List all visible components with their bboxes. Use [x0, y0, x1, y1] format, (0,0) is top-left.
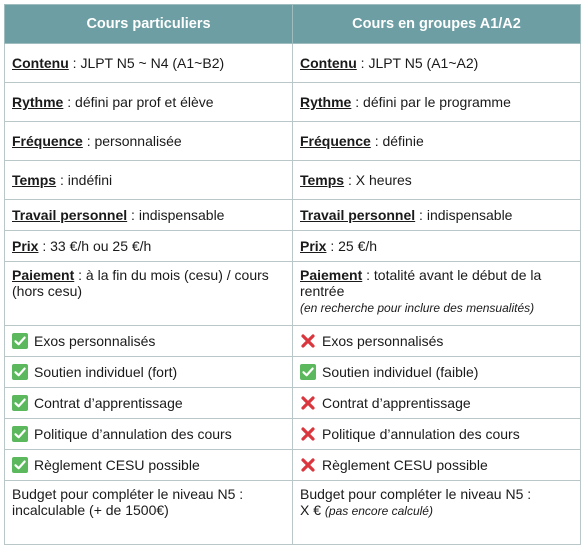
row-rythme [5, 83, 581, 122]
cell-left [5, 357, 293, 388]
row-label: Paiement [12, 267, 75, 283]
row-budget [5, 481, 581, 545]
cross-icon [300, 333, 316, 349]
row-label: Contenu [300, 55, 357, 71]
row-frequence [5, 122, 581, 161]
row-label: Fréquence [12, 133, 83, 149]
row-value: à la fin du mois (cesu) / cours (hors cesu) [12, 267, 269, 299]
check-icon [12, 395, 28, 411]
row-value: indispensable [426, 207, 513, 223]
feature-text: Exos personnalisés [34, 333, 156, 349]
row-prix [5, 231, 581, 262]
feature-text: Règlement CESU possible [34, 457, 200, 473]
row-label: Temps [12, 172, 57, 188]
cross-icon [300, 457, 316, 473]
feature-text: Soutien individuel (faible) [322, 364, 479, 380]
header-cours-groupes: Cours en groupes A1/A2 [293, 5, 581, 44]
check-icon [12, 333, 28, 349]
row-value: défini par le programme [363, 94, 511, 110]
cell-left [5, 326, 293, 357]
feature-text: Contrat d’apprentissage [34, 395, 183, 411]
cell-right [293, 231, 581, 262]
row-value: 33 €/h ou 25 €/h [50, 238, 152, 254]
cell-left [5, 450, 293, 481]
row-label: Contenu [12, 55, 69, 71]
budget-note: (pas encore calculé) [324, 504, 433, 518]
feature-text: Soutien individuel (fort) [34, 364, 178, 380]
row-label: Paiement [300, 267, 363, 283]
row-value: totalité avant le début de la rentrée [300, 267, 542, 299]
header-row [5, 5, 581, 44]
cell-left [5, 231, 293, 262]
row-travail-personnel [5, 200, 581, 231]
row-value: JLPT N5 (A1~A2) [368, 55, 479, 71]
cell-right [293, 161, 581, 200]
row-label: Rythme [12, 94, 64, 110]
cell-left [5, 419, 293, 450]
cell-right [293, 481, 581, 545]
separator: : [356, 55, 369, 71]
feature-text: Politique d’annulation des cours [34, 426, 232, 442]
separator: : [370, 133, 383, 149]
cell-right [293, 450, 581, 481]
cell-left [5, 262, 293, 326]
feature-row [5, 388, 581, 419]
budget-value: X € [300, 502, 322, 518]
cell-left [5, 44, 293, 83]
feature-row [5, 357, 581, 388]
check-icon [12, 457, 28, 473]
check-icon [300, 364, 316, 380]
separator: : [351, 94, 364, 110]
row-value: indéfini [67, 172, 113, 188]
separator: : [63, 94, 76, 110]
row-value: définie [382, 133, 424, 149]
budget-text: Budget pour compléter le niveau N5 : [300, 486, 532, 502]
cell-right [293, 419, 581, 450]
cell-right [293, 200, 581, 231]
separator: : [82, 133, 95, 149]
row-value: indispensable [138, 207, 225, 223]
header-cours-particuliers: Cours particuliers [5, 5, 293, 44]
row-value: 25 €/h [338, 238, 378, 254]
row-value: JLPT N5 ~ N4 (A1~B2) [80, 55, 225, 71]
separator: : [344, 172, 356, 188]
row-note: (en recherche pour inclure des mensualités) [300, 301, 535, 315]
cell-left [5, 200, 293, 231]
cell-left [5, 83, 293, 122]
row-label: Rythme [300, 94, 352, 110]
cross-icon [300, 395, 316, 411]
row-value: X heures [355, 172, 412, 188]
separator: : [38, 238, 51, 254]
cell-right [293, 262, 581, 326]
row-label: Travail personnel [300, 207, 416, 223]
cell-right [293, 326, 581, 357]
cell-right [293, 83, 581, 122]
feature-text: Exos personnalisés [322, 333, 444, 349]
cell-right [293, 44, 581, 83]
feature-row [5, 326, 581, 357]
separator: : [56, 172, 68, 188]
separator: : [127, 207, 139, 223]
cell-right [293, 357, 581, 388]
separator: : [74, 267, 86, 283]
feature-row [5, 419, 581, 450]
separator: : [326, 238, 339, 254]
row-value: personnalisée [94, 133, 182, 149]
budget-value: incalculable (+ de 1500€) [12, 502, 169, 518]
separator: : [68, 55, 81, 71]
cell-left [5, 388, 293, 419]
check-icon [12, 426, 28, 442]
feature-text: Contrat d’apprentissage [322, 395, 471, 411]
check-icon [12, 364, 28, 380]
budget-text: Budget pour compléter le niveau N5 : [12, 486, 244, 502]
cell-right [293, 122, 581, 161]
row-label: Fréquence [300, 133, 371, 149]
row-temps [5, 161, 581, 200]
separator: : [415, 207, 427, 223]
cross-icon [300, 426, 316, 442]
row-label: Prix [300, 238, 327, 254]
separator: : [362, 267, 374, 283]
row-contenu [5, 44, 581, 83]
cell-right [293, 388, 581, 419]
cell-left [5, 481, 293, 545]
row-value: défini par prof et élève [75, 94, 214, 110]
cell-left [5, 122, 293, 161]
feature-text: Politique d’annulation des cours [322, 426, 520, 442]
feature-row [5, 450, 581, 481]
row-label: Travail personnel [12, 207, 128, 223]
row-label: Prix [12, 238, 39, 254]
cell-left [5, 161, 293, 200]
feature-text: Règlement CESU possible [322, 457, 488, 473]
comparison-table [4, 4, 581, 545]
row-label: Temps [300, 172, 345, 188]
row-paiement [5, 262, 581, 326]
